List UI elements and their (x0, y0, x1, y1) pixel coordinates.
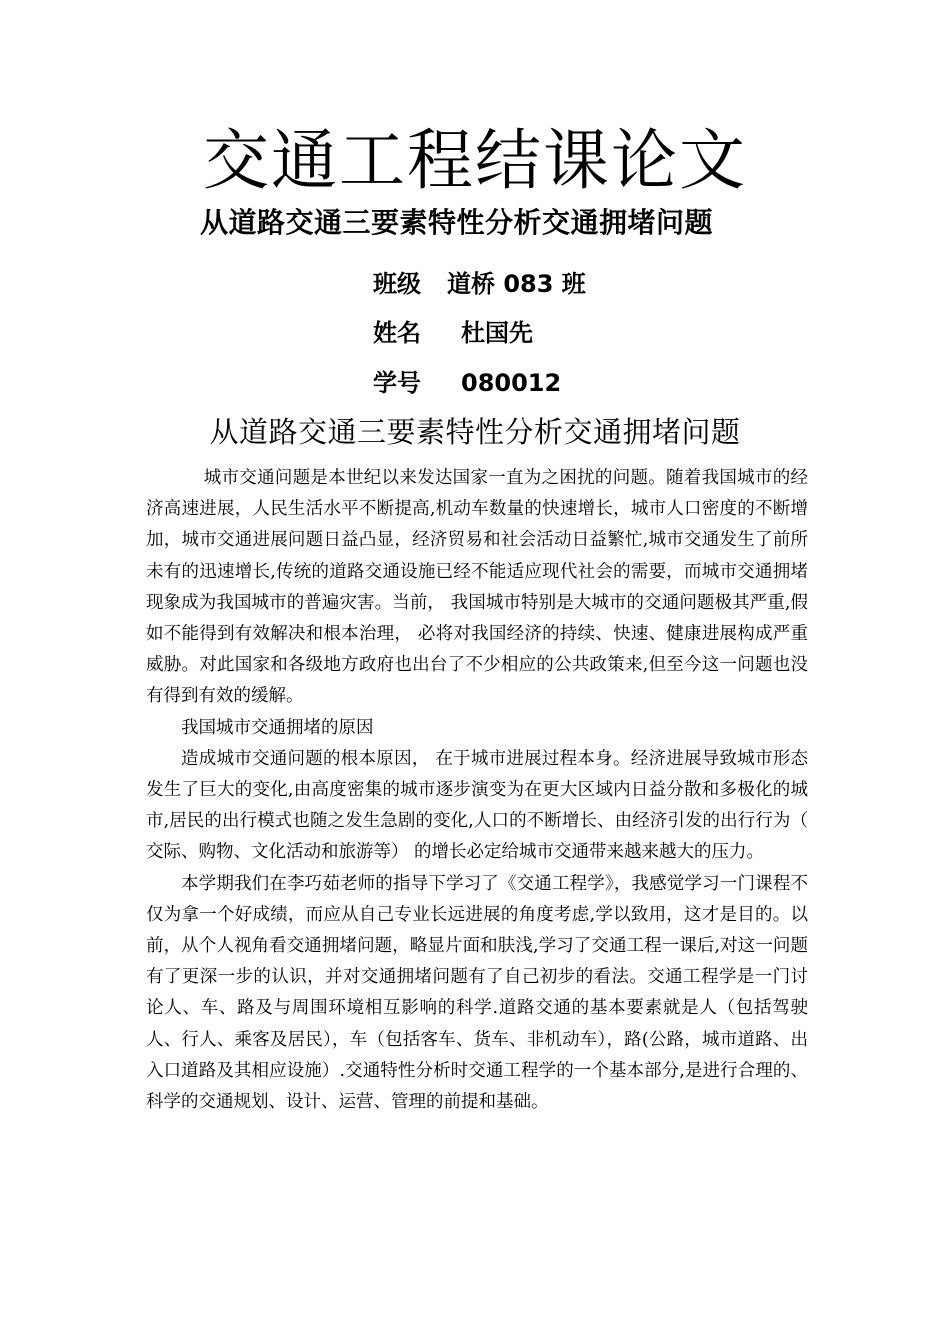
student-id-row (373, 363, 561, 403)
subtitle: 从道路交通三要素特性分析交通拥堵问题 (200, 206, 714, 239)
class-label: 班级 (373, 270, 421, 298)
paragraph-causes: 造成城市交通问题的根本原因， 在于城市进展过程本身。经济进展导致城市形态发生了巨大的变化,由高度密集的城市逐步演变为在更大区域内日益分散和多极化的城市,居民的出行模式也随之发生急剧的变化,人口的不断增长、由经济引发的出行行为（ 交际、购物、文化活动和旅游等） 的增长必定给城市交通带来越来越大的压力。 (146, 748, 808, 863)
paragraph-course: 本学期我们在李巧茹老师的指导下学习了《交通工程学》，我感觉学习一门课程不仅为拿一个好成绩，而应从自己专业长远进展的角度考虑,学以致用，这才是目的。以前，从个人视角看交通拥堵问题，略显片面和肤浅,学习了交通工程一课后,对这一问题有了更深一步的认识，并对交通拥堵问题有了自己初步的看法。交通工程学是一门讨论人、车、路及与周围环境相互影响的科学.道路交通的基本要素就是人（包括驾驶人、行人、乘客及居民），车（包括客车、货车、非机动车），路(公路，城市道路、出入口道路及其相应设施）.交通特性分析时交通工程学的一个基本部分,是进行合理的、科学的交通规划、设计、运营、管理的前提和基础。 (146, 873, 808, 1113)
section-heading-causes: 我国城市交通拥堵的原因 (181, 717, 374, 738)
student-id-label: 学号 (373, 369, 421, 397)
name-value: 杜国先 (461, 319, 533, 347)
article-body (146, 463, 808, 1118)
main-title: 交通工程结课论文 (203, 122, 747, 199)
article-title: 从道路交通三要素特性分析交通拥堵问题 (209, 415, 741, 449)
class-value: 道桥 083 班 (447, 270, 586, 298)
name-row (373, 313, 533, 353)
class-row (373, 264, 586, 304)
student-id-value: 080012 (461, 369, 562, 397)
name-label: 姓名 (373, 319, 421, 347)
paragraph-intro: 城市交通问题是本世纪以来发达国家一直为之困扰的问题。随着我国城市的经济高速进展，人民生活水平不断提高,机动车数量的快速增长，城市人口密度的不断增加，城市交通进展问题日益凸显，经济贸易和社会活动日益繁忙,城市交通发生了前所未有的迅速增长,传统的道路交通设施已经不能适应现代社会的需要，而城市交通拥堵现象成为我国城市的普遍灾害。当前， 我国城市特别是大城市的交通问题极其严重,假如不能得到有效解决和根本治理， 必将对我国经济的持续、快速、健康进展构成严重威胁。对此国家和各级地方政府也出台了不少相应的公共政策来,但至今这一问题也没有得到有效的缓解。 (146, 468, 808, 707)
